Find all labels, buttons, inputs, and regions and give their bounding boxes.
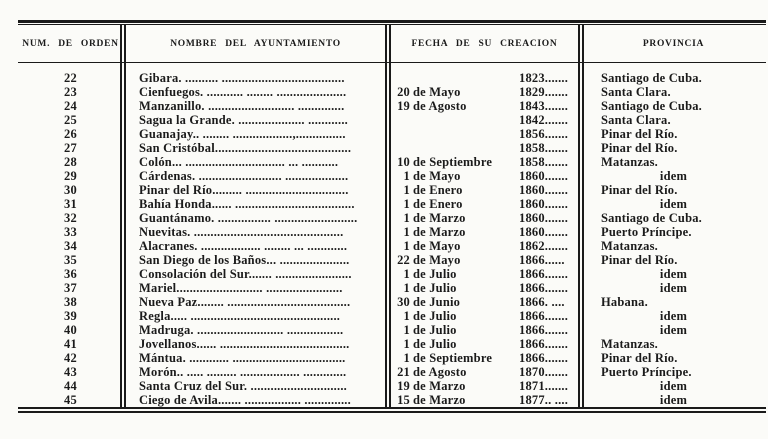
cell-fecha-creacion [388,127,581,141]
table-row [18,169,766,183]
fecha-dia-numero: 1 [403,323,410,337]
table-row [18,295,766,309]
fecha-dia [396,337,519,351]
cell-nombre-ayuntamiento: Regla..... ............................................. [139,309,341,323]
fecha-dia-mes: de Enero [413,183,463,197]
fecha-dia [396,323,519,337]
column-divider-3 [578,25,584,407]
fecha-dia [396,267,519,281]
cell-provincia: Santiago de Cuba. [601,71,702,85]
fecha-dia-numero: 1 [403,211,410,225]
cell-fecha-creacion [388,169,581,183]
cell-nombre-ayuntamiento: Madruga. .......................... ................. [139,323,344,337]
fecha-dia [396,113,519,127]
fecha-dia-mes: de Julio [413,323,457,337]
cell-fecha-creacion [388,379,581,393]
ayuntamientos-table [18,20,766,413]
table-row [18,183,766,197]
fecha-dia [396,225,519,239]
fecha-anio: 1866....... [519,351,569,365]
cell-provincia: idem [659,393,688,407]
fecha-anio: 1866. .... [519,295,565,309]
fecha-dia-mes: de Marzo [413,225,466,239]
cell-provincia: Matanzas. [601,239,659,253]
fecha-dia [396,141,519,155]
cell-provincia: Matanzas. [601,337,659,351]
fecha-dia-mes: de Marzo [413,379,466,393]
cell-fecha-creacion [388,253,581,267]
column-header-num-de-orden: NUM. DE ORDEN [22,38,119,49]
fecha-dia-mes: de Enero [413,197,463,211]
table-bottom-rule-thick [18,411,766,413]
cell-num-orden: 37 [64,281,77,295]
fecha-dia [396,253,519,267]
fecha-dia-numero: 1 [403,225,410,239]
fecha-dia-mes: de Mayo [413,239,461,253]
fecha-anio: 1823....... [519,71,569,85]
cell-num-orden: 30 [64,183,77,197]
table-row [18,113,766,127]
cell-num-orden: 24 [64,99,77,113]
cell-fecha-creacion [388,197,581,211]
table-row [18,323,766,337]
cell-num-orden: 40 [64,323,77,337]
table-row [18,267,766,281]
cell-num-orden: 28 [64,155,77,169]
cell-nombre-ayuntamiento: Consolación del Sur....... ....................... [139,267,352,281]
fecha-anio: 1860....... [519,197,569,211]
fecha-dia-numero: 1 [403,183,410,197]
cell-nombre-ayuntamiento: Jovellanos...... ....................................... [139,337,350,351]
cell-provincia: Pinar del Río. [601,141,678,155]
cell-num-orden: 31 [64,197,77,211]
fecha-dia-mes: de Agosto [413,99,467,113]
fecha-dia-mes: de Septiembre [413,155,493,169]
column-divider-1 [120,25,126,407]
fecha-anio: 1871....... [519,379,569,393]
cell-provincia: idem [659,281,688,295]
fecha-dia-numero: 22 [397,253,410,267]
fecha-dia [396,127,519,141]
table-row [18,71,766,85]
cell-fecha-creacion [388,141,581,155]
column-header-provincia: PROVINCIA [642,38,705,49]
fecha-dia-mes: de Junio [413,295,461,309]
fecha-dia-numero: 19 [397,99,410,113]
cell-fecha-creacion [388,211,581,225]
cell-fecha-creacion [388,225,581,239]
cell-num-orden: 42 [64,351,77,365]
cell-provincia: Habana. [601,295,648,309]
table-row [18,365,766,379]
fecha-dia-numero: 21 [397,365,410,379]
cell-nombre-ayuntamiento: Nuevitas. ............................................. [139,225,344,239]
cell-provincia: idem [659,197,688,211]
fecha-dia-numero [396,71,410,85]
cell-fecha-creacion [388,281,581,295]
fecha-dia-mes: de Julio [413,337,457,351]
table-bottom-rule-thin [18,407,766,409]
table-row [18,99,766,113]
cell-provincia: Matanzas. [601,155,659,169]
fecha-dia-numero: 19 [397,379,410,393]
cell-num-orden: 45 [64,393,77,407]
table-top-rule-thick [18,20,766,23]
fecha-anio: 1866...... [519,253,565,267]
cell-num-orden: 36 [64,267,77,281]
cell-provincia: Pinar del Río. [601,351,678,365]
fecha-dia [396,155,519,169]
fecha-dia [396,239,519,253]
cell-num-orden: 38 [64,295,77,309]
fecha-dia-numero [396,127,410,141]
cell-num-orden: 35 [64,253,77,267]
table-row [18,309,766,323]
cell-num-orden: 29 [64,169,77,183]
cell-fecha-creacion [388,155,581,169]
cell-num-orden: 23 [64,85,77,99]
fecha-dia-numero: 1 [403,169,410,183]
table-row [18,281,766,295]
fecha-dia-numero: 20 [397,85,410,99]
cell-fecha-creacion [388,393,581,407]
column-header-nombre: NOMBRE DEL AYUNTAMIENTO [170,38,341,49]
cell-fecha-creacion [388,309,581,323]
cell-fecha-creacion [388,267,581,281]
cell-num-orden: 22 [64,71,77,85]
cell-provincia: idem [659,379,688,393]
cell-nombre-ayuntamiento: Colón... .............................. ... ........... [139,155,339,169]
table-row [18,379,766,393]
cell-nombre-ayuntamiento: Guanajay.. ........ ..................,............... [139,127,346,141]
table-body [18,63,766,407]
fecha-dia-numero: 1 [403,337,410,351]
cell-nombre-ayuntamiento: Santa Cruz del Sur. ............................. [139,379,347,393]
fecha-dia [396,393,519,407]
fecha-dia [396,85,519,99]
cell-nombre-ayuntamiento: Pinar del Río......... ............................... [139,183,349,197]
fecha-anio: 1860....... [519,225,569,239]
cell-nombre-ayuntamiento: Cárdenas. ......................... ................... [139,169,349,183]
table-row [18,141,766,155]
cell-fecha-creacion [388,71,581,85]
fecha-anio: 1866....... [519,337,569,351]
cell-num-orden: 33 [64,225,77,239]
fecha-dia-numero: 1 [403,351,410,365]
cell-provincia: Pinar del Río. [601,253,678,267]
cell-fecha-creacion [388,295,581,309]
fecha-dia [396,379,519,393]
fecha-dia-mes: de Mayo [413,85,461,99]
cell-provincia: Santa Clara. [601,85,671,99]
cell-num-orden: 34 [64,239,77,253]
fecha-anio: 1858....... [519,155,569,169]
cell-fecha-creacion [388,85,581,99]
cell-provincia: idem [659,309,688,323]
cell-provincia: idem [659,267,688,281]
fecha-dia [396,183,519,197]
fecha-dia-mes: de Julio [413,309,457,323]
cell-nombre-ayuntamiento: Guantánamo. ................ ......................... [139,211,358,225]
fecha-anio: 1842....... [519,113,569,127]
table-header-row [18,25,766,63]
fecha-anio: 1860....... [519,183,569,197]
cell-nombre-ayuntamiento: Nueva Paz........ ..................................... [139,295,351,309]
fecha-anio: 1858....... [519,141,569,155]
cell-fecha-creacion [388,323,581,337]
fecha-dia-mes: de Julio [413,267,457,281]
fecha-dia-numero: 1 [403,281,410,295]
cell-fecha-creacion [388,113,581,127]
cell-fecha-creacion [388,99,581,113]
cell-provincia: Santa Clara. [601,113,671,127]
fecha-dia [396,169,519,183]
table-row [18,197,766,211]
cell-num-orden: 41 [64,337,77,351]
cell-provincia: Puerto Príncipe. [601,365,692,379]
fecha-anio: 1877.. .... [519,393,569,407]
cell-num-orden: 25 [64,113,77,127]
cell-provincia: Pinar del Río. [601,127,678,141]
cell-nombre-ayuntamiento: Alacranes. .................. ........ ... ............ [139,239,348,253]
fecha-dia-numero [396,141,410,155]
fecha-anio: 1866....... [519,309,569,323]
table-row [18,351,766,365]
table-row [18,155,766,169]
cell-nombre-ayuntamiento: Mántua. ............ .................................. [139,351,346,365]
table-row [18,85,766,99]
fecha-anio: 1860....... [519,169,569,183]
cell-provincia: idem [659,323,688,337]
cell-nombre-ayuntamiento: Mariel.......................... ....................... [139,281,343,295]
cell-num-orden: 43 [64,365,77,379]
cell-nombre-ayuntamiento: San Diego de los Baños... ..................... [139,253,350,267]
fecha-dia-mes: de Agosto [413,365,467,379]
fecha-dia-mes: de Marzo [413,211,466,225]
cell-fecha-creacion [388,239,581,253]
fecha-anio: 1866....... [519,323,569,337]
cell-provincia: Puerto Príncipe. [601,225,692,239]
cell-provincia: Pinar del Río. [601,183,678,197]
fecha-dia [396,211,519,225]
cell-num-orden: 27 [64,141,77,155]
cell-nombre-ayuntamiento: Ciego de Avila....... ................. .............. [139,393,351,407]
cell-fecha-creacion [388,183,581,197]
fecha-dia-mes: de Marzo [413,393,466,407]
fecha-dia [396,309,519,323]
cell-num-orden: 44 [64,379,77,393]
fecha-dia-numero: 1 [403,197,410,211]
fecha-dia-mes: de Julio [413,281,457,295]
cell-num-orden: 32 [64,211,77,225]
column-header-fecha: FECHA DE SU CREACION [411,38,558,49]
fecha-dia [396,99,519,113]
cell-provincia: Santiago de Cuba. [601,211,702,225]
cell-nombre-ayuntamiento: Morón.. ..... ......... .................. ............. [139,365,347,379]
cell-nombre-ayuntamiento: Manzanillo. .......................... .............. [139,99,345,113]
fecha-dia [396,351,519,365]
column-divider-2 [385,25,391,407]
fecha-dia-numero: 1 [403,239,410,253]
cell-nombre-ayuntamiento: Sagua la Grande. .................... ............ [139,113,348,127]
cell-nombre-ayuntamiento: Gibara. .......... ..................................... [139,71,345,85]
cell-provincia: Santiago de Cuba. [601,99,702,113]
cell-fecha-creacion [388,365,581,379]
fecha-anio: 1856....... [519,127,569,141]
fecha-dia-mes: de Mayo [413,253,461,267]
table-row [18,239,766,253]
fecha-dia [396,365,519,379]
table-row [18,393,766,407]
fecha-dia-mes: de Septiembre [413,351,493,365]
cell-fecha-creacion [388,351,581,365]
fecha-dia-numero: 1 [403,309,410,323]
fecha-dia [396,281,519,295]
fecha-anio: 1843....... [519,99,569,113]
table-row [18,253,766,267]
fecha-anio: 1862....... [519,239,569,253]
fecha-dia-numero [396,113,410,127]
table-row [18,211,766,225]
fecha-dia-numero: 15 [397,393,410,407]
fecha-dia [396,71,519,85]
cell-fecha-creacion [388,337,581,351]
fecha-anio: 1829....... [519,85,569,99]
cell-provincia: idem [659,169,688,183]
table-row [18,225,766,239]
table-row [18,127,766,141]
fecha-anio: 1866....... [519,281,569,295]
cell-nombre-ayuntamiento: Cienfuegos. ........... ........ ..................... [139,85,347,99]
cell-nombre-ayuntamiento: San Cristóbal......................................... [139,141,352,155]
table-row [18,337,766,351]
fecha-dia-numero: 10 [397,155,410,169]
fecha-dia-numero: 30 [397,295,410,309]
fecha-anio: 1870....... [519,365,569,379]
cell-nombre-ayuntamiento: Bahía Honda...... .................................... [139,197,355,211]
fecha-dia [396,295,519,309]
fecha-anio: 1860....... [519,211,569,225]
fecha-dia-mes: de Mayo [413,169,461,183]
fecha-anio: 1866....... [519,267,569,281]
fecha-dia [396,197,519,211]
fecha-dia-numero: 1 [403,267,410,281]
cell-num-orden: 26 [64,127,77,141]
cell-num-orden: 39 [64,309,77,323]
